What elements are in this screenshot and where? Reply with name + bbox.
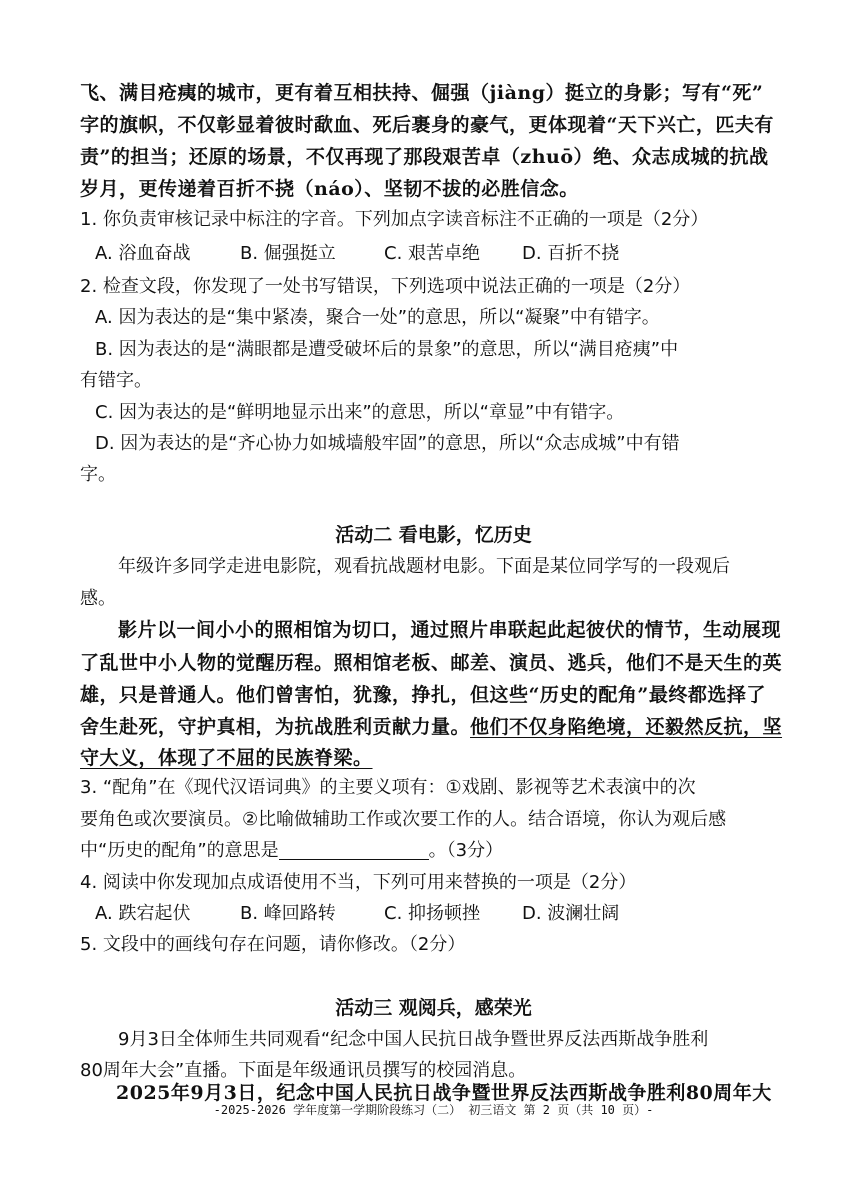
q4-option-c[interactable]: C. 抑扬顿挫 (384, 903, 481, 924)
news-line-1: 2025年9月3日，纪念中国人民抗日战争暨世界反法西斯战争胜利80周年大 (116, 1082, 772, 1104)
q2-option-d-line2: 字。 (80, 464, 116, 485)
activity-2-intro-line2: 感。 (80, 588, 116, 609)
q2-option-a[interactable]: A. 因为表达的是“集中紧凑，聚合一处”的意思，所以“凝聚”中有错字。 (95, 307, 660, 328)
q1-option-c[interactable]: C. 艰苦卓绝 (384, 243, 481, 264)
answer-blank[interactable] (279, 839, 429, 860)
question-5-stem: 5. 文段中的画线句存在问题，请你修改。（2分） (80, 934, 466, 955)
question-4-options (95, 899, 787, 929)
q2-option-b-line1[interactable]: B. 因为表达的是“满眼都是遭受破坏后的景象”的意思，所以“满目疮痍”中 (95, 339, 679, 360)
passage-line-2: 字的旗帜，不仅彰显着彼时歃血、死后裹身的豪气，更体现着“天下兴亡，匹夫有 (80, 114, 774, 136)
underlined-sentence-part2: 守大义，体现了不屈的民族脊梁。 (80, 747, 373, 769)
passage-line-4: 岁月，更传递着百折不挠（náo）、坚韧不拔的必胜信念。 (80, 178, 579, 200)
underlined-sentence-part1: 他们不仅身陷绝境，还毅然反抗，坚 (470, 716, 783, 738)
question-1-stem: 1. 你负责审核记录中标注的字音。下列加点字读音标注不正确的一项是（2分） (80, 209, 709, 230)
activity-3-title: 活动三 观阅兵，感荣光 (335, 997, 532, 1019)
page-footer: -2025-2026 学年度第一学期阶段练习（二） 初三语文 第 2 页（共 10 页）- (213, 1103, 654, 1117)
q4-option-b[interactable]: B. 峰回路转 (240, 903, 336, 924)
activity-2-intro-line1: 年级许多同学走进电影院，观看抗战题材电影。下面是某位同学写的一段观后 (118, 556, 730, 577)
q2-option-d-line1[interactable]: D. 因为表达的是“齐心协力如城墙般牢固”的意思，所以“众志成城”中有错 (95, 433, 680, 454)
activity-3-intro-line1: 9月3日全体师生共同观看“纪念中国人民抗日战争暨世界反法西斯战争胜利 (118, 1029, 709, 1050)
review-line-4-text: 舍生赴死，守护真相，为抗战胜利贡献力量。 (80, 716, 471, 738)
q4-option-d[interactable]: D. 波澜壮阔 (522, 903, 620, 924)
activity-3-intro-line2: 80周年大会”直播。下面是年级通讯员撰写的校园消息。 (80, 1060, 527, 1081)
review-line-5 (80, 743, 787, 773)
q2-option-c[interactable]: C. 因为表达的是“鲜明地显示出来”的意思，所以“章显”中有错字。 (95, 402, 625, 423)
question-3-prompt: 中“历史的配角”的意思是 (80, 840, 279, 861)
question-2-stem: 2. 检查文段，你发现了一处书写错误，下列选项中说法正确的一项是（2分） (80, 276, 691, 297)
review-line-3: 雄，只是普通人。他们曾害怕，犹豫，挣扎，但这些“历史的配角”最终都选择了 (80, 684, 766, 706)
question-1-options (95, 239, 787, 269)
q1-option-b[interactable]: B. 倔强挺立 (240, 243, 336, 264)
review-line-4 (80, 712, 787, 742)
question-3-line1: 3. “配角”在《现代汉语词典》的主要义项有：①戏剧、影视等艺术表演中的次 (80, 777, 696, 798)
q1-option-a[interactable]: A. 浴血奋战 (95, 243, 191, 264)
q2-option-b-line2: 有错字。 (80, 370, 152, 391)
q1-option-d[interactable]: D. 百折不挠 (522, 243, 620, 264)
question-3-score: 。（3分） (428, 840, 504, 861)
review-line-1: 影片以一间小小的照相馆为切口，通过照片串联起此起彼伏的情节，生动展现 (118, 619, 782, 641)
passage-line-3: 责”的担当；还原的场景，不仅再现了那段艰苦卓（zhuō）绝、众志成城的抗战 (80, 146, 769, 168)
question-3-line3 (80, 836, 787, 866)
activity-2-title: 活动二 看电影，忆历史 (335, 524, 532, 546)
passage-line-1: 飞、满目疮痍的城市，更有着互相扶持、倔强（jiàng）挺立的身影；写有“死” (80, 82, 764, 104)
question-3-line2: 要角色或次要演员。②比喻做辅助工作或次要工作的人。结合语境，你认为观后感 (80, 809, 727, 830)
question-4-stem: 4. 阅读中你发现加点成语使用不当，下列可用来替换的一项是（2分） (80, 872, 637, 893)
q4-option-a[interactable]: A. 跌宕起伏 (95, 903, 191, 924)
review-line-2: 了乱世中小人物的觉醒历程。照相馆老板、邮差、演员、逃兵，他们不是天生的英 (80, 652, 783, 674)
